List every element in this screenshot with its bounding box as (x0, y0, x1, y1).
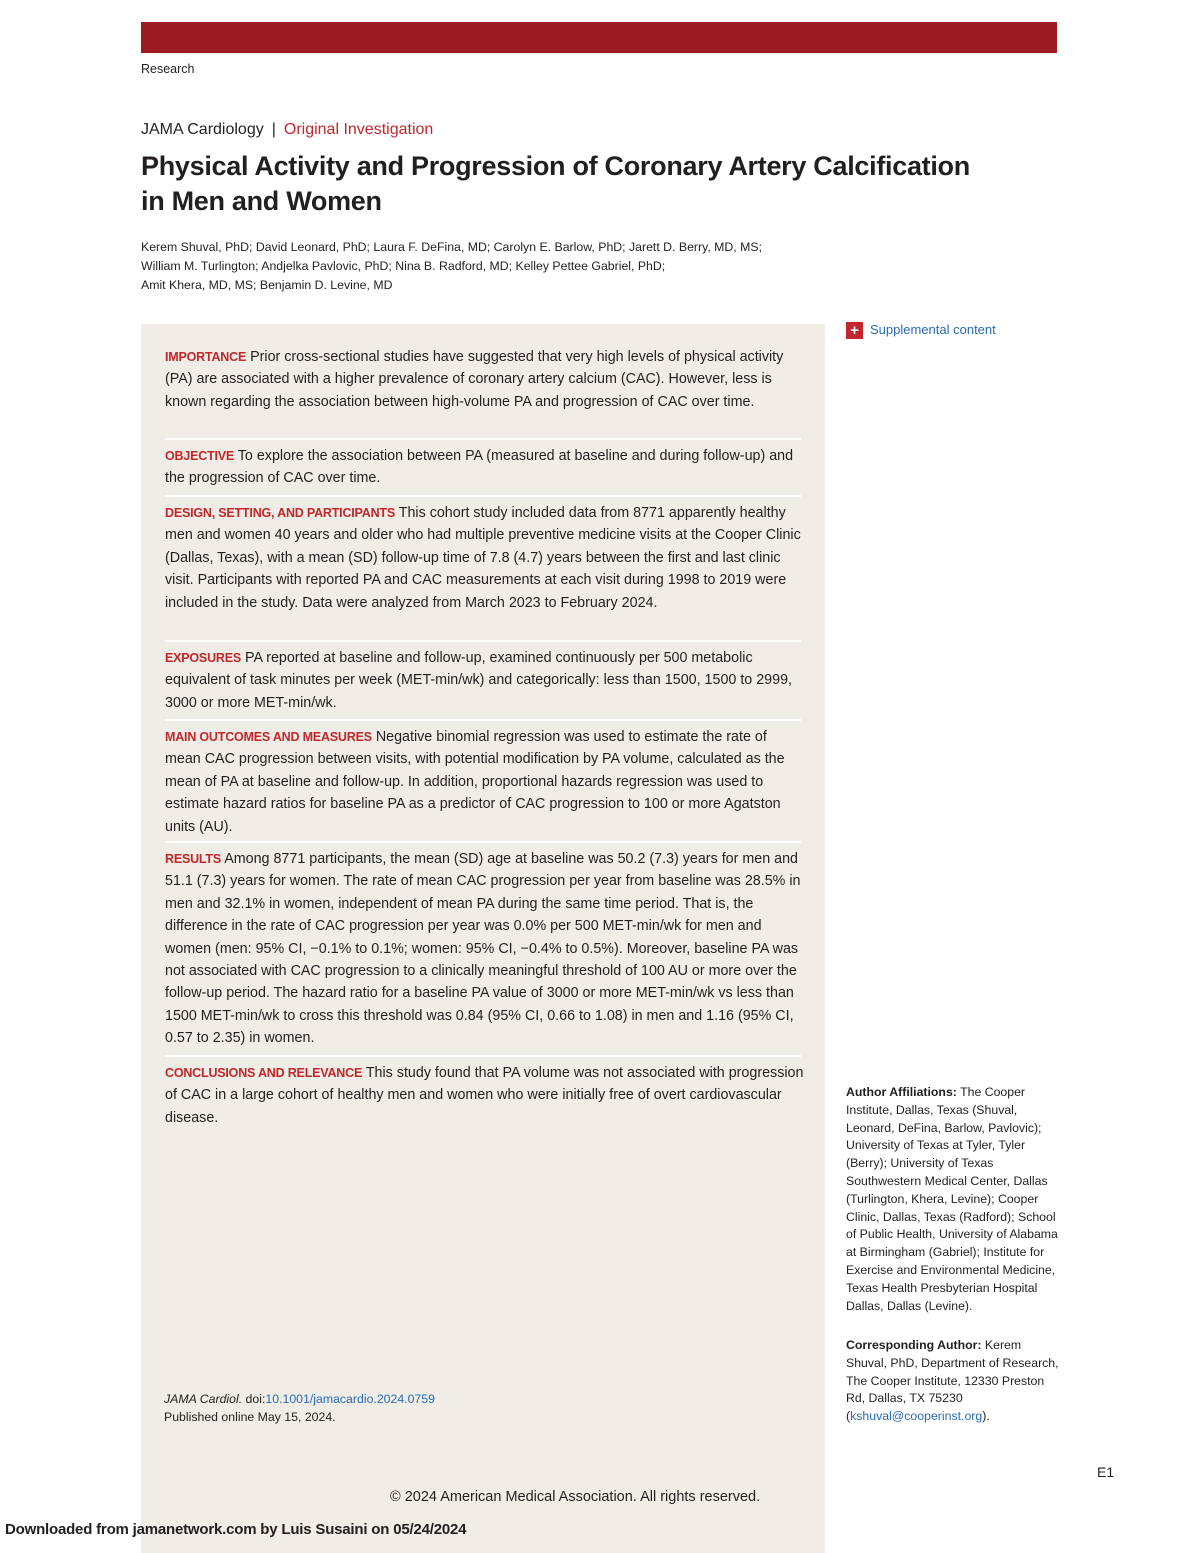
abstract-text: To explore the association between PA (measured at baseline and during follow-up) and the progression of CAC over time. (165, 448, 794, 487)
copyright-notice: © 2024 American Medical Association. All rights reserved. (390, 1489, 761, 1505)
email-link[interactable]: kshuval@cooperinst.org (850, 1409, 983, 1424)
section-label: Research (141, 62, 195, 76)
corresponding-author (846, 1337, 1060, 1426)
abstract-label: DESIGN, SETTING, AND PARTICIPANTS (165, 506, 395, 520)
abstract-label: OBJECTIVE (165, 449, 235, 463)
published-date: Published online May 15, 2024. (164, 1410, 336, 1424)
abstract-text: This study found that PA volume was not associated with progression of CAC in a large cohort of healthy men and women who were initially free of overt cardiovascular disease. (165, 1065, 804, 1126)
divider (165, 640, 801, 642)
affiliations-text: The Cooper Institute, Dallas, Texas (Shuval, Leonard, DeFina, Barlow, Pavlovic); University of Texas at Tyler, Tyler (Berry); University of Texas Southwestern Medical Center, Dallas (Turlington, Khera, Levine); Cooper Clinic, Dallas, Texas (Radford); School of Public Health, University of Alabama at Birmingham (Gabriel); Institute for Exercise and Environmental Medicine, Texas Health Presbyterian Hospital Dallas, Dallas (Levine). (846, 1085, 1058, 1313)
supplemental-label: Supplemental content (870, 322, 996, 337)
abstract-label: CONCLUSIONS AND RELEVANCE (165, 1066, 363, 1080)
journal-abbrev: JAMA Cardiol. (164, 1392, 243, 1406)
corresponding-end: ). (982, 1409, 990, 1424)
author-affiliations (846, 1084, 1060, 1315)
abstract-label: RESULTS (165, 852, 222, 866)
abstract-objective (165, 445, 805, 490)
corresponding-text: Kerem Shuval, PhD, Department of Research, The Cooper Institute, 12330 Preston Rd, Dallas, TX 75230 ( (846, 1338, 1059, 1424)
divider (165, 1055, 801, 1057)
author-line: Kerem Shuval, PhD; David Leonard, PhD; Laura F. DeFina, MD; Carolyn E. Barlow, PhD; Jarett D. Berry, MD, MS; (141, 240, 762, 254)
divider (165, 438, 801, 440)
abstract-results (165, 848, 805, 1050)
abstract-text: PA reported at baseline and follow-up, examined continuously per 500 metabolic equivalent of task minutes per week (MET-min/wk) and categorically: less than 1500, 1500 to 2999, 3000 or more MET-min/wk. (165, 650, 793, 711)
supplemental-content-link[interactable] (846, 322, 996, 339)
affiliations-label: Author Affiliations: (846, 1085, 957, 1099)
abstract-label: MAIN OUTCOMES AND MEASURES (165, 730, 372, 744)
divider (165, 719, 801, 721)
abstract-design (165, 502, 805, 614)
abstract-label: IMPORTANCE (165, 350, 247, 364)
journal-name: JAMA Cardiology (141, 121, 264, 138)
journal-line (141, 121, 433, 139)
abstract-text: Negative binomial regression was used to estimate the rate of mean CAC progression between visits, with potential modification by PA volume, calculated as the mean of PA at baseline and follow-up. In addition, proportional hazards regression was used to estimate hazard ratios for baseline PA as a predictor of CAC progression to 100 or more Agatston units (AU). (165, 729, 785, 835)
corresponding-label: Corresponding Author: (846, 1338, 982, 1352)
divider (165, 841, 801, 843)
abstract-importance (165, 346, 805, 413)
title-line: in Men and Women (141, 186, 382, 216)
abstract-exposures (165, 647, 805, 714)
abstract-label: EXPOSURES (165, 651, 242, 665)
journal-separator: | (271, 121, 276, 138)
download-stamp: Downloaded from jamanetwork.com by Luis Susaini on 05/24/2024 (5, 1521, 467, 1538)
article-type: Original Investigation (283, 121, 434, 138)
doi-prefix: doi: (242, 1392, 266, 1406)
author-line: William M. Turlington; Andjelka Pavlovic, PhD; Nina B. Radford, MD; Kelley Pettee Gabriel, PhD; (141, 259, 666, 273)
abstract-text: This cohort study included data from 8771 apparently healthy men and women 40 years and older who had multiple preventive medicine visits at the Cooper Clinic (Dallas, Texas), with a mean (SD) follow-up time of 7.8 (4.7) years between the first and last clinic visit. Participants with reported PA and CAC measurements at each visit during 1998 to 2019 were included in the study. Data were analyzed from March 2023 to February 2024. (165, 505, 801, 611)
doi-link[interactable]: 10.1001/jamacardio.2024.0759 (265, 1392, 435, 1406)
author-line: Amit Khera, MD, MS; Benjamin D. Levine, MD (141, 278, 393, 292)
header-color-bar (141, 22, 1057, 53)
title-line: Physical Activity and Progression of Coronary Artery Calcification (141, 151, 970, 181)
abstract-text: Among 8771 participants, the mean (SD) age at baseline was 50.2 (7.3) years for men and 51.1 (7.3) years for women. The rate of mean CAC progression per year from baseline was 28.5% in men and 32.1% in women, independent of mean PA during the same time period. That is, the difference in the rate of CAC progression per year was 0.0% per 500 MET-min/wk for men and women (men: 95% CI, −0.1% to 0.1%; women: 95% CI, −0.4% to 0.5%). Moreover, baseline PA was not associated with CAC progression to a clinically meaningful threshold of 100 AU or more over the follow-up period. The hazard ratio for a baseline PA value of 3000 or more MET-min/wk vs less than 1500 MET-min/wk to cross this threshold was 0.84 (95% CI, 0.66 to 1.08) in men and 1.16 (95% CI, 0.57 to 2.35) in women. (165, 851, 801, 1047)
divider (165, 495, 801, 497)
abstract-outcomes (165, 726, 805, 838)
plus-icon: + (846, 322, 863, 339)
abstract-conclusions (165, 1062, 805, 1129)
abstract-box (141, 324, 825, 1553)
article-title (141, 149, 1001, 219)
author-list (141, 238, 841, 295)
page-number: E1 (1097, 1464, 1115, 1480)
abstract-text: Prior cross-sectional studies have suggested that very high levels of physical activity (PA) are associated with a higher prevalence of coronary artery calcium (CAC). However, less is known regarding the association between high-volume PA and progression of CAC over time. (165, 349, 784, 410)
citation (164, 1390, 435, 1426)
